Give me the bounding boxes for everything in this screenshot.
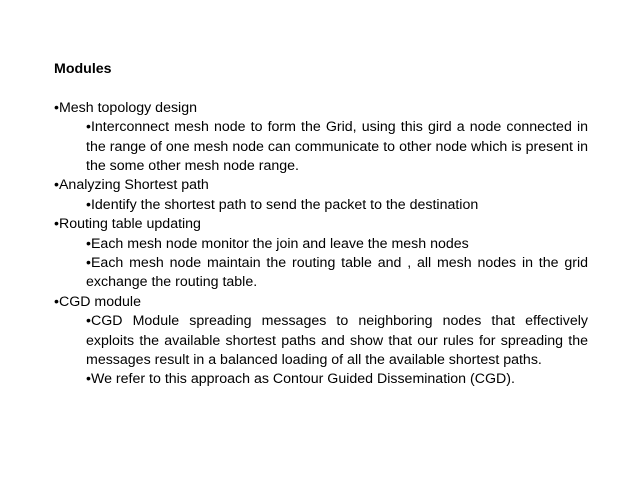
section-mesh-topology xyxy=(54,99,588,177)
section-item: •Interconnect mesh node to form the Grid, using this gird a node connected in the range of one mesh node can communicate to other node which is present in the some other mesh node range. xyxy=(86,119,588,175)
slide-title: Modules xyxy=(54,61,112,77)
section-item: •We refer to this approach as Contour Guided Dissemination (CGD). xyxy=(86,371,515,388)
section-item: •Each mesh node monitor the join and leave the mesh nodes xyxy=(86,235,469,252)
section-routing-table xyxy=(54,215,588,293)
section-item: •Identify the shortest path to send the packet to the destination xyxy=(86,196,479,213)
section-cgd-module xyxy=(54,293,588,390)
title-spacer xyxy=(54,79,588,98)
section-item: •CGD Module spreading messages to neighboring nodes that effectively exploits the available shortest paths and show that our rules for spreading the messages result in a balanced loading of all the available shortest paths. xyxy=(86,313,588,369)
slide-content xyxy=(54,60,588,390)
section-heading: •CGD module xyxy=(54,293,141,310)
section-heading: •Routing table updating xyxy=(54,216,201,233)
section-heading: •Analyzing Shortest path xyxy=(54,177,209,194)
section-item: •Each mesh node maintain the routing table and , all mesh nodes in the grid exchange the routing table. xyxy=(86,255,588,291)
section-shortest-path xyxy=(54,176,588,215)
section-heading: •Mesh topology design xyxy=(54,99,197,116)
